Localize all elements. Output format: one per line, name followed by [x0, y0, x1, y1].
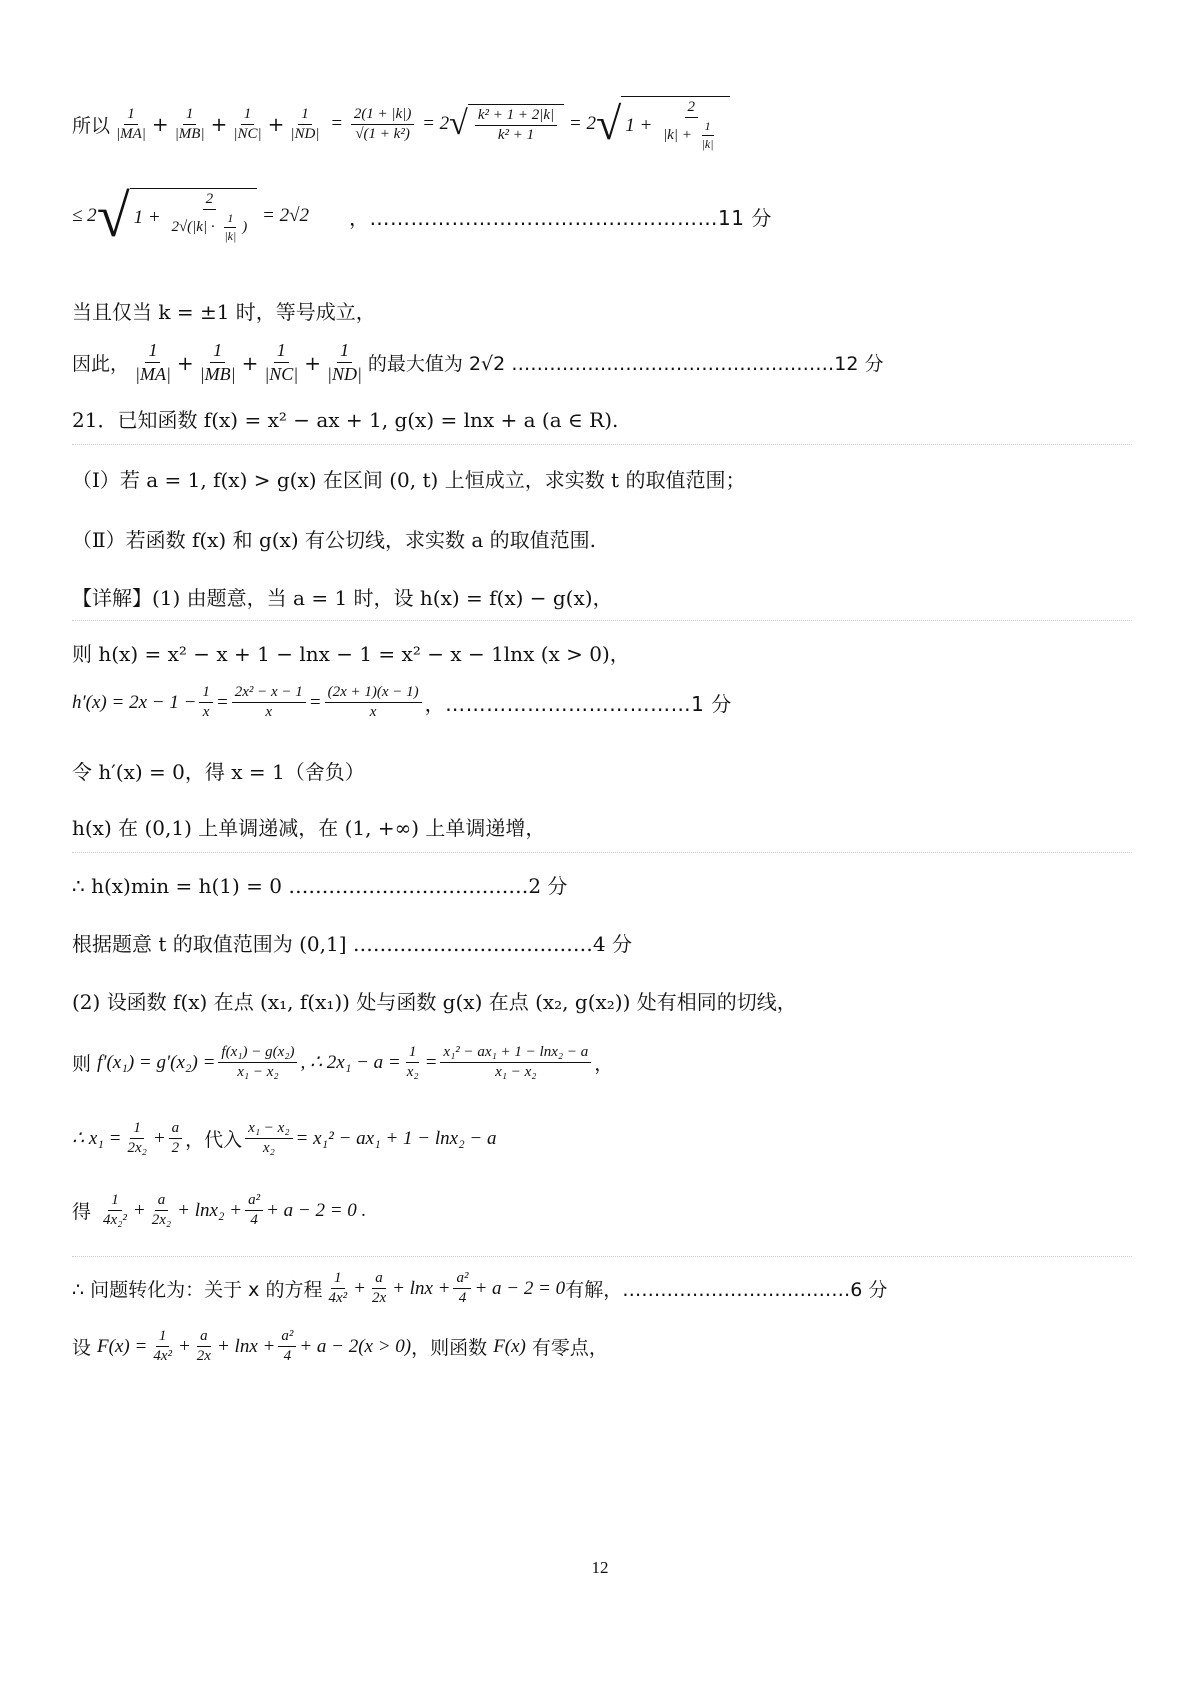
question-21-part-1: （Ⅰ）若 a = 1, f(x) > g(x) 在区间 (0, t) 上恒成立，求实数 t 的取值范围； — [72, 468, 746, 492]
solution-minimum: ∴ h(x)min = h(1) = 0 ………………………………2 分 — [72, 874, 568, 898]
inequality-line-2: ≤ 2 √ 1 + 2 2√(|k| · $\frac{1}{|k|}$ ) = 2√2 ，……………………………………………11 分 — [72, 183, 772, 249]
line-prefix: 所以 — [72, 114, 111, 137]
solution-h-def: 则 h(x) = x² − x + 1 − lnx − 1 = x² − x − 1lnx (x > 0)， — [72, 642, 630, 666]
divider — [72, 620, 1132, 621]
solution-tangent-equation: 则 f′(x₁) = g′(x₂) = $\frac{\text{f(x₁) − g(x₂)}}{\text{x₁ − x₂}}$ , ∴ 2x₁ − a = $\frac{1}{\text{x₂}}$ = $\frac{\text{x₁² − ax₁ + 1 − lnx₂ − a}}{\text{x₁ − x₂}}$ ， — [72, 1044, 614, 1080]
solution-monotonicity: h(x) 在 (0,1) 上单调递减，在 (1, +∞) 上单调递增， — [72, 816, 546, 840]
inequality-line-1: 所以 $\frac{1}{|MA|}$ + $\frac{1}{|MB|}$ + $\frac{1}{|NC|}$ + $\frac{1}{|ND|}$ = $\frac{2(1 + |k|)}{\text{√(1 + k²)}}$ = 2 √ $\frac{\text{k² + 1 + 2|k|}}{\text{k² + 1}}$ = 2 √ 1 + 2 |k| + $\frac{1}{|k|}$ — [72, 96, 730, 152]
max-value-line: 因此， $\frac{1}{|MA|}$ + $\frac{1}{|MB|}$ + $\frac{1}{|NC|}$ + $\frac{1}{|ND|}$ 的最大值为 2√2 ……………………………………………12 分 — [72, 340, 884, 384]
solution-intro: 【详解】(1) 由题意，当 a = 1 时，设 h(x) = f(x) − g(x)， — [72, 586, 613, 610]
divider — [72, 1256, 1132, 1257]
solution-part-2-intro: (2) 设函数 f(x) 在点 (x₁, f(x₁)) 处与函数 g(x) 在点 (x₂, g(x₂)) 处有相同的切线， — [72, 990, 797, 1014]
score-dots: ，……………………………………………11 分 — [349, 205, 772, 230]
divider — [72, 444, 1132, 445]
line-prefix: 因此， — [72, 353, 130, 375]
solution-result-equation: 得 $\frac{1}{\text{4x₂²}}$ + $\frac{a}{\text{2x₂}}$ + lnx₂ + $\frac{\text{a²}}{4}$ + a − 2 = 0 . — [72, 1192, 367, 1228]
question-21-part-2: （Ⅱ）若函数 f(x) 和 g(x) 有公切线，求实数 a 的取值范围. — [72, 528, 596, 552]
line-tail: 的最大值为 2√2 ……………………………………………12 分 — [367, 353, 884, 375]
solution-range: 根据题意 t 的取值范围为 (0,1] ………………………………4 分 — [72, 932, 632, 956]
solution-transformation: ∴ 问题转化为：关于 x 的方程 $\frac{1}{\text{4x²}}$ + $\frac{a}{2x}$ + lnx + $\frac{\text{a²}}{4}$ + a − 2 = 0 有解，………………………………6 分 — [72, 1270, 888, 1306]
page-number: 12 — [591, 1558, 609, 1577]
solution-critical-point: 令 h′(x) = 0，得 x = 1（舍负） — [72, 760, 365, 784]
divider — [72, 852, 1132, 853]
question-21: 21．已知函数 f(x) = x² − ax + 1, g(x) = lnx + a (a ∈ R). — [72, 408, 619, 432]
solution-F-def: 设 F(x) = $\frac{1}{\text{4x²}}$ + $\frac{a}{2x}$ + lnx + $\frac{\text{a²}}{4}$ + a − 2(x > 0) ，则函数 F(x) 有零点， — [72, 1328, 608, 1364]
score-dots: 有解，………………………………6 分 — [565, 1279, 888, 1301]
score-dots: ，………………………………1 分 — [424, 692, 732, 716]
equality-condition: 当且仅当 k = ±1 时，等号成立， — [72, 300, 376, 324]
solution-derivative: h′(x) = 2x − 1 − $\frac{1}{x}$ = $\frac{\text{2x² − x − 1}}{x}$ = $\frac{(2x + 1)(x - 1)}{x}$ ，………………………………1 分 — [72, 684, 732, 720]
solution-substitution: ∴ x₁ = $\frac{1}{\text{2x₂}}$ + $\frac{a}{2}$ ，代入 $\frac{\text{x₁ − x₂}}{\text{x₂}}$ = x₁² − ax₁ + 1 − lnx₂ − a — [72, 1120, 497, 1156]
